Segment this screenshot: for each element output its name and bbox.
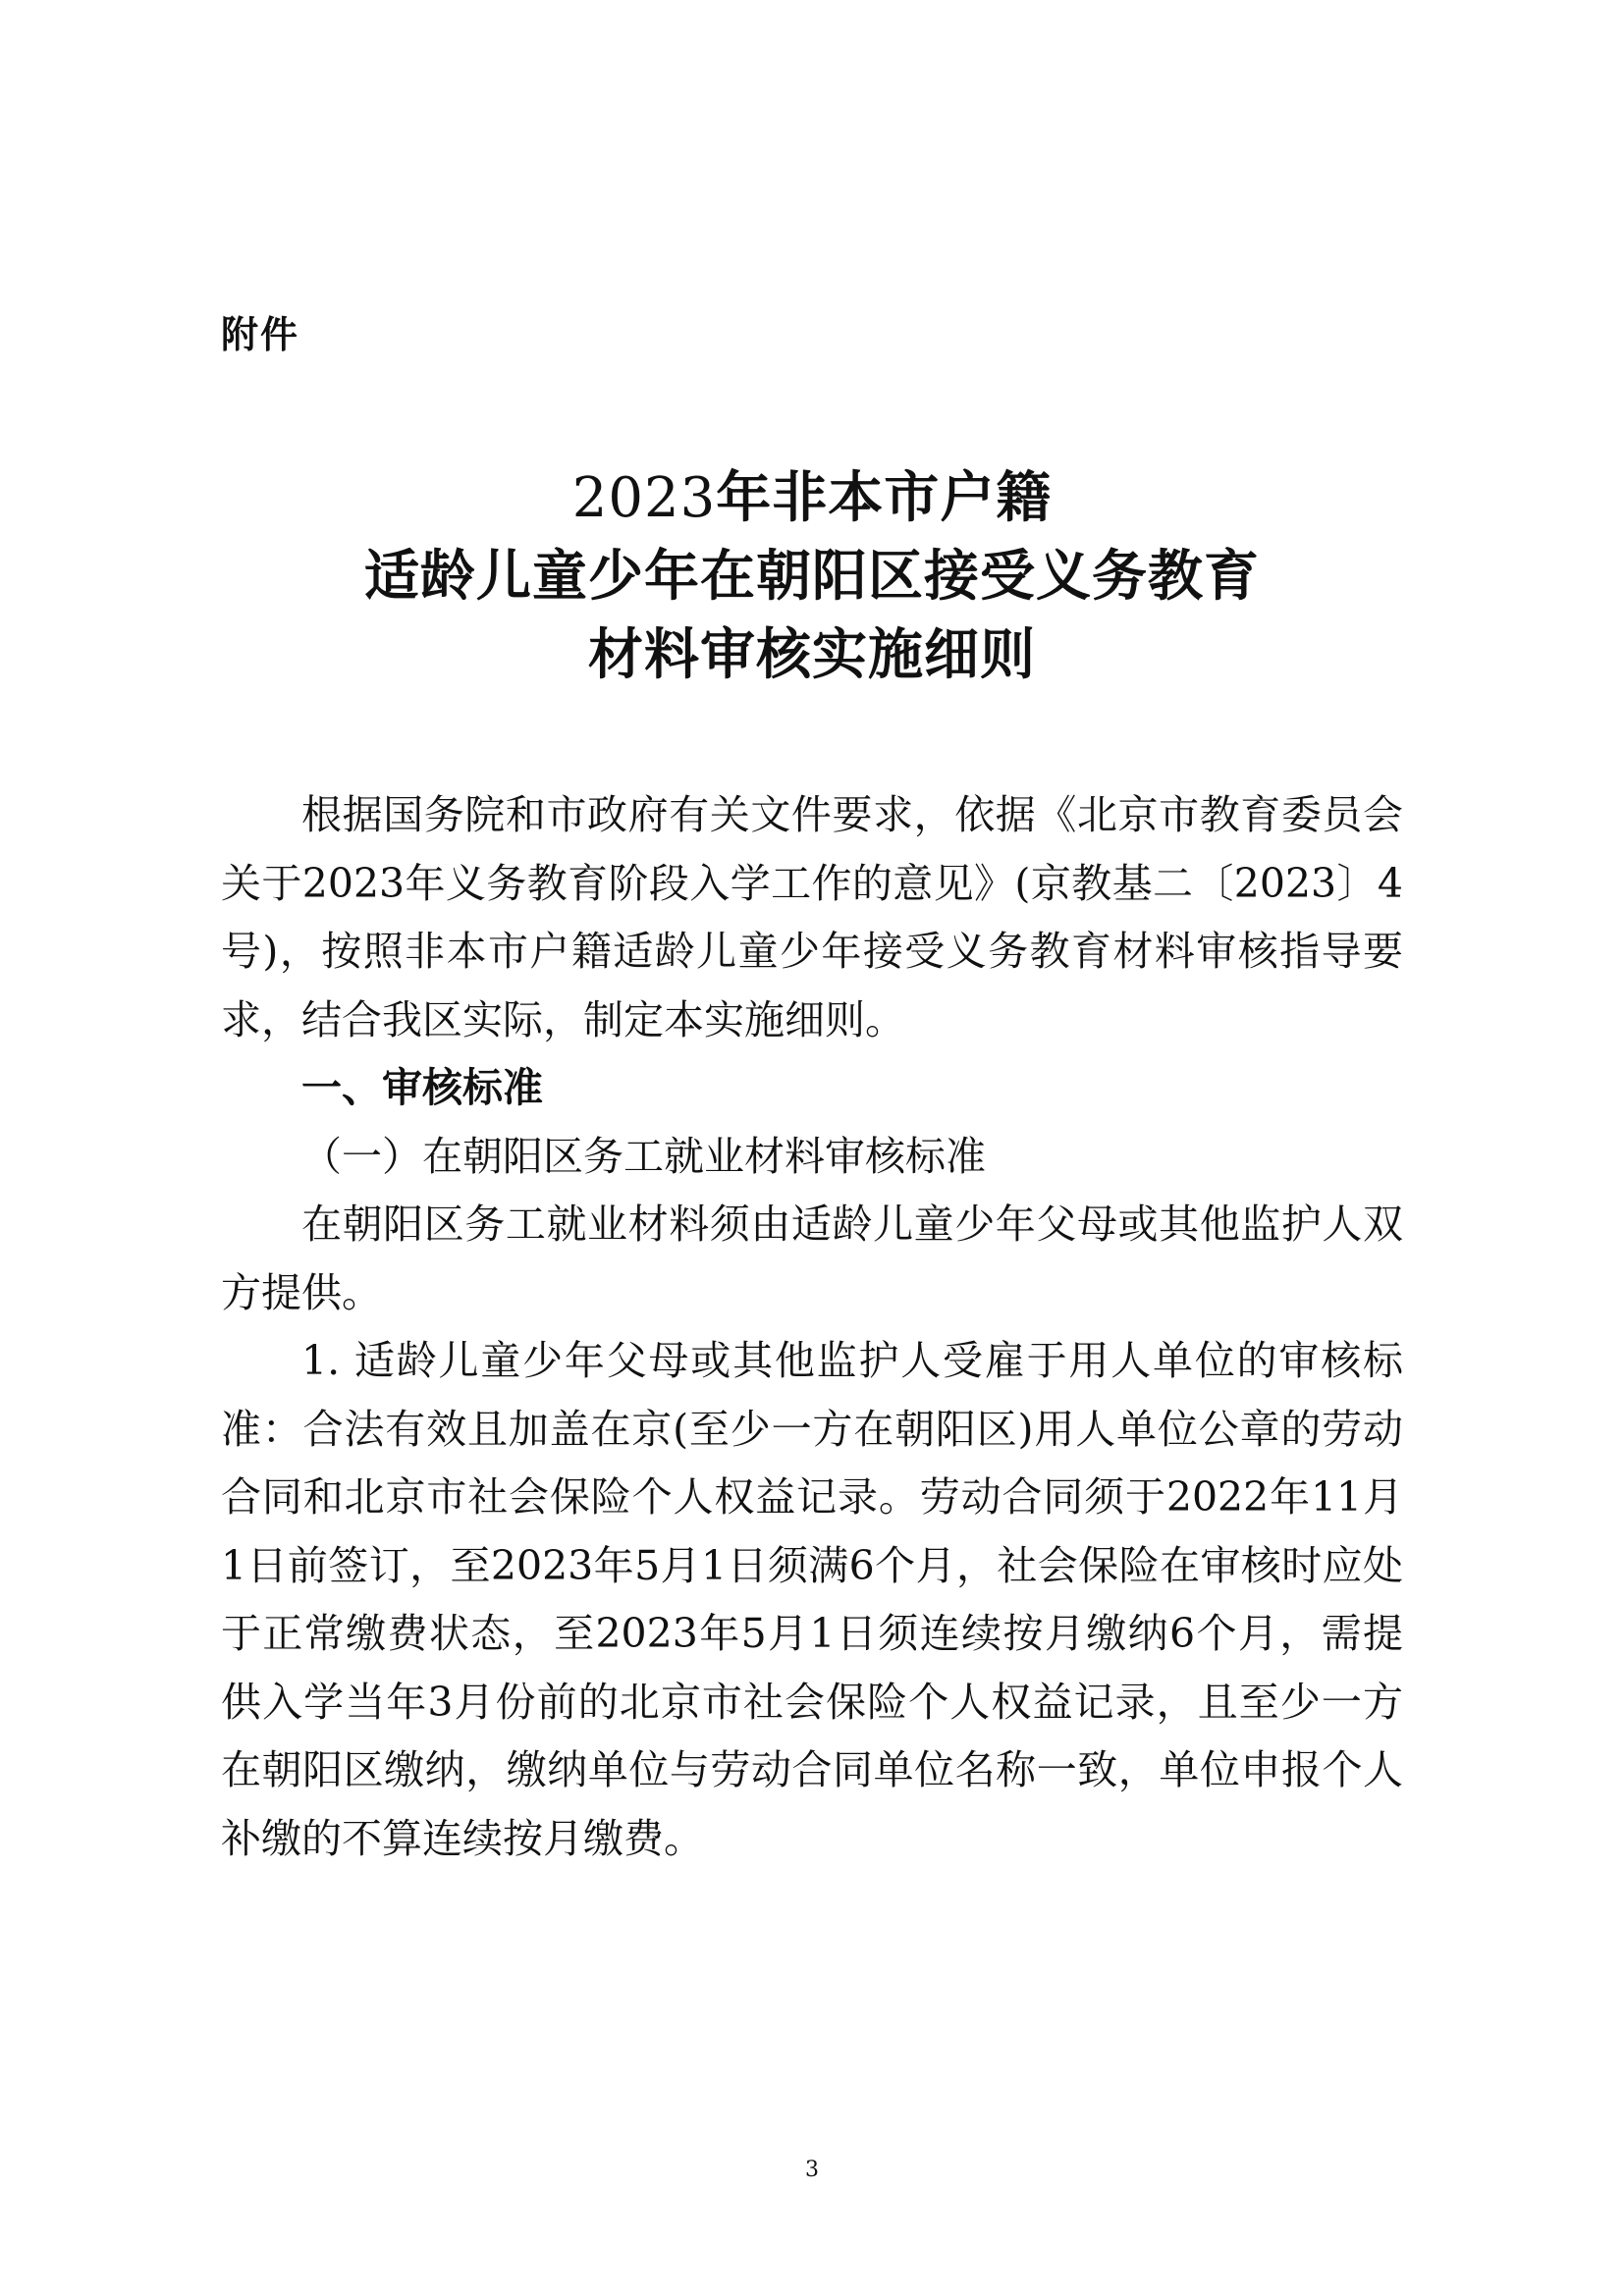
attachment-label: 附件 xyxy=(221,313,300,356)
title-line-2: 适龄儿童少年在朝阳区接受义务教育 xyxy=(364,545,1260,609)
document-title xyxy=(221,459,1403,695)
item-1-paragraph: 1. 适龄儿童少年父母或其他监护人受雇于用人单位的审核标准：合法有效且加盖在京(至少一方在朝阳区)用人单位公章的劳动合同和北京市社会保险个人权益记录。劳动合同须于2022年11月1日前签订，至2023年5月1日须满6个月，社会保险在审核时应处于正常缴费状态，至2023年5月1日须连续按月缴纳6个月，需提供入学当年3月份前的北京市社会保险个人权益记录，且至少一方在朝阳区缴纳，缴纳单位与劳动合同单位名称一致，单位申报个人补缴的不算连续按月缴费。 xyxy=(221,1337,1403,1862)
page-number: 3 xyxy=(805,2158,819,2182)
subsection-heading-employment: （一）在朝阳区务工就业材料审核标准 xyxy=(301,1132,986,1180)
title-line-1 xyxy=(221,459,1403,538)
intro-paragraph: 根据国务院和市政府有关文件要求，依据《北京市教育委员会关于2023年义务教育阶段入学工作的意见》(京教基二〔2023〕4号)，按照非本市户籍适龄儿童少年接受义务教育材料审核指导要求，结合我区实际，制定本实施细则。 xyxy=(221,791,1403,1043)
title-year: 2023 xyxy=(571,466,717,530)
employment-paragraph: 在朝阳区务工就业材料须由适龄儿童少年父母或其他监护人双方提供。 xyxy=(221,1201,1403,1316)
document-body xyxy=(221,781,1403,1873)
title-line-3: 材料审核实施细则 xyxy=(588,623,1036,687)
title-line-1-text: 年非本市户籍 xyxy=(716,466,1053,530)
section-heading-audit-standards: 一、审核标准 xyxy=(301,1064,543,1111)
